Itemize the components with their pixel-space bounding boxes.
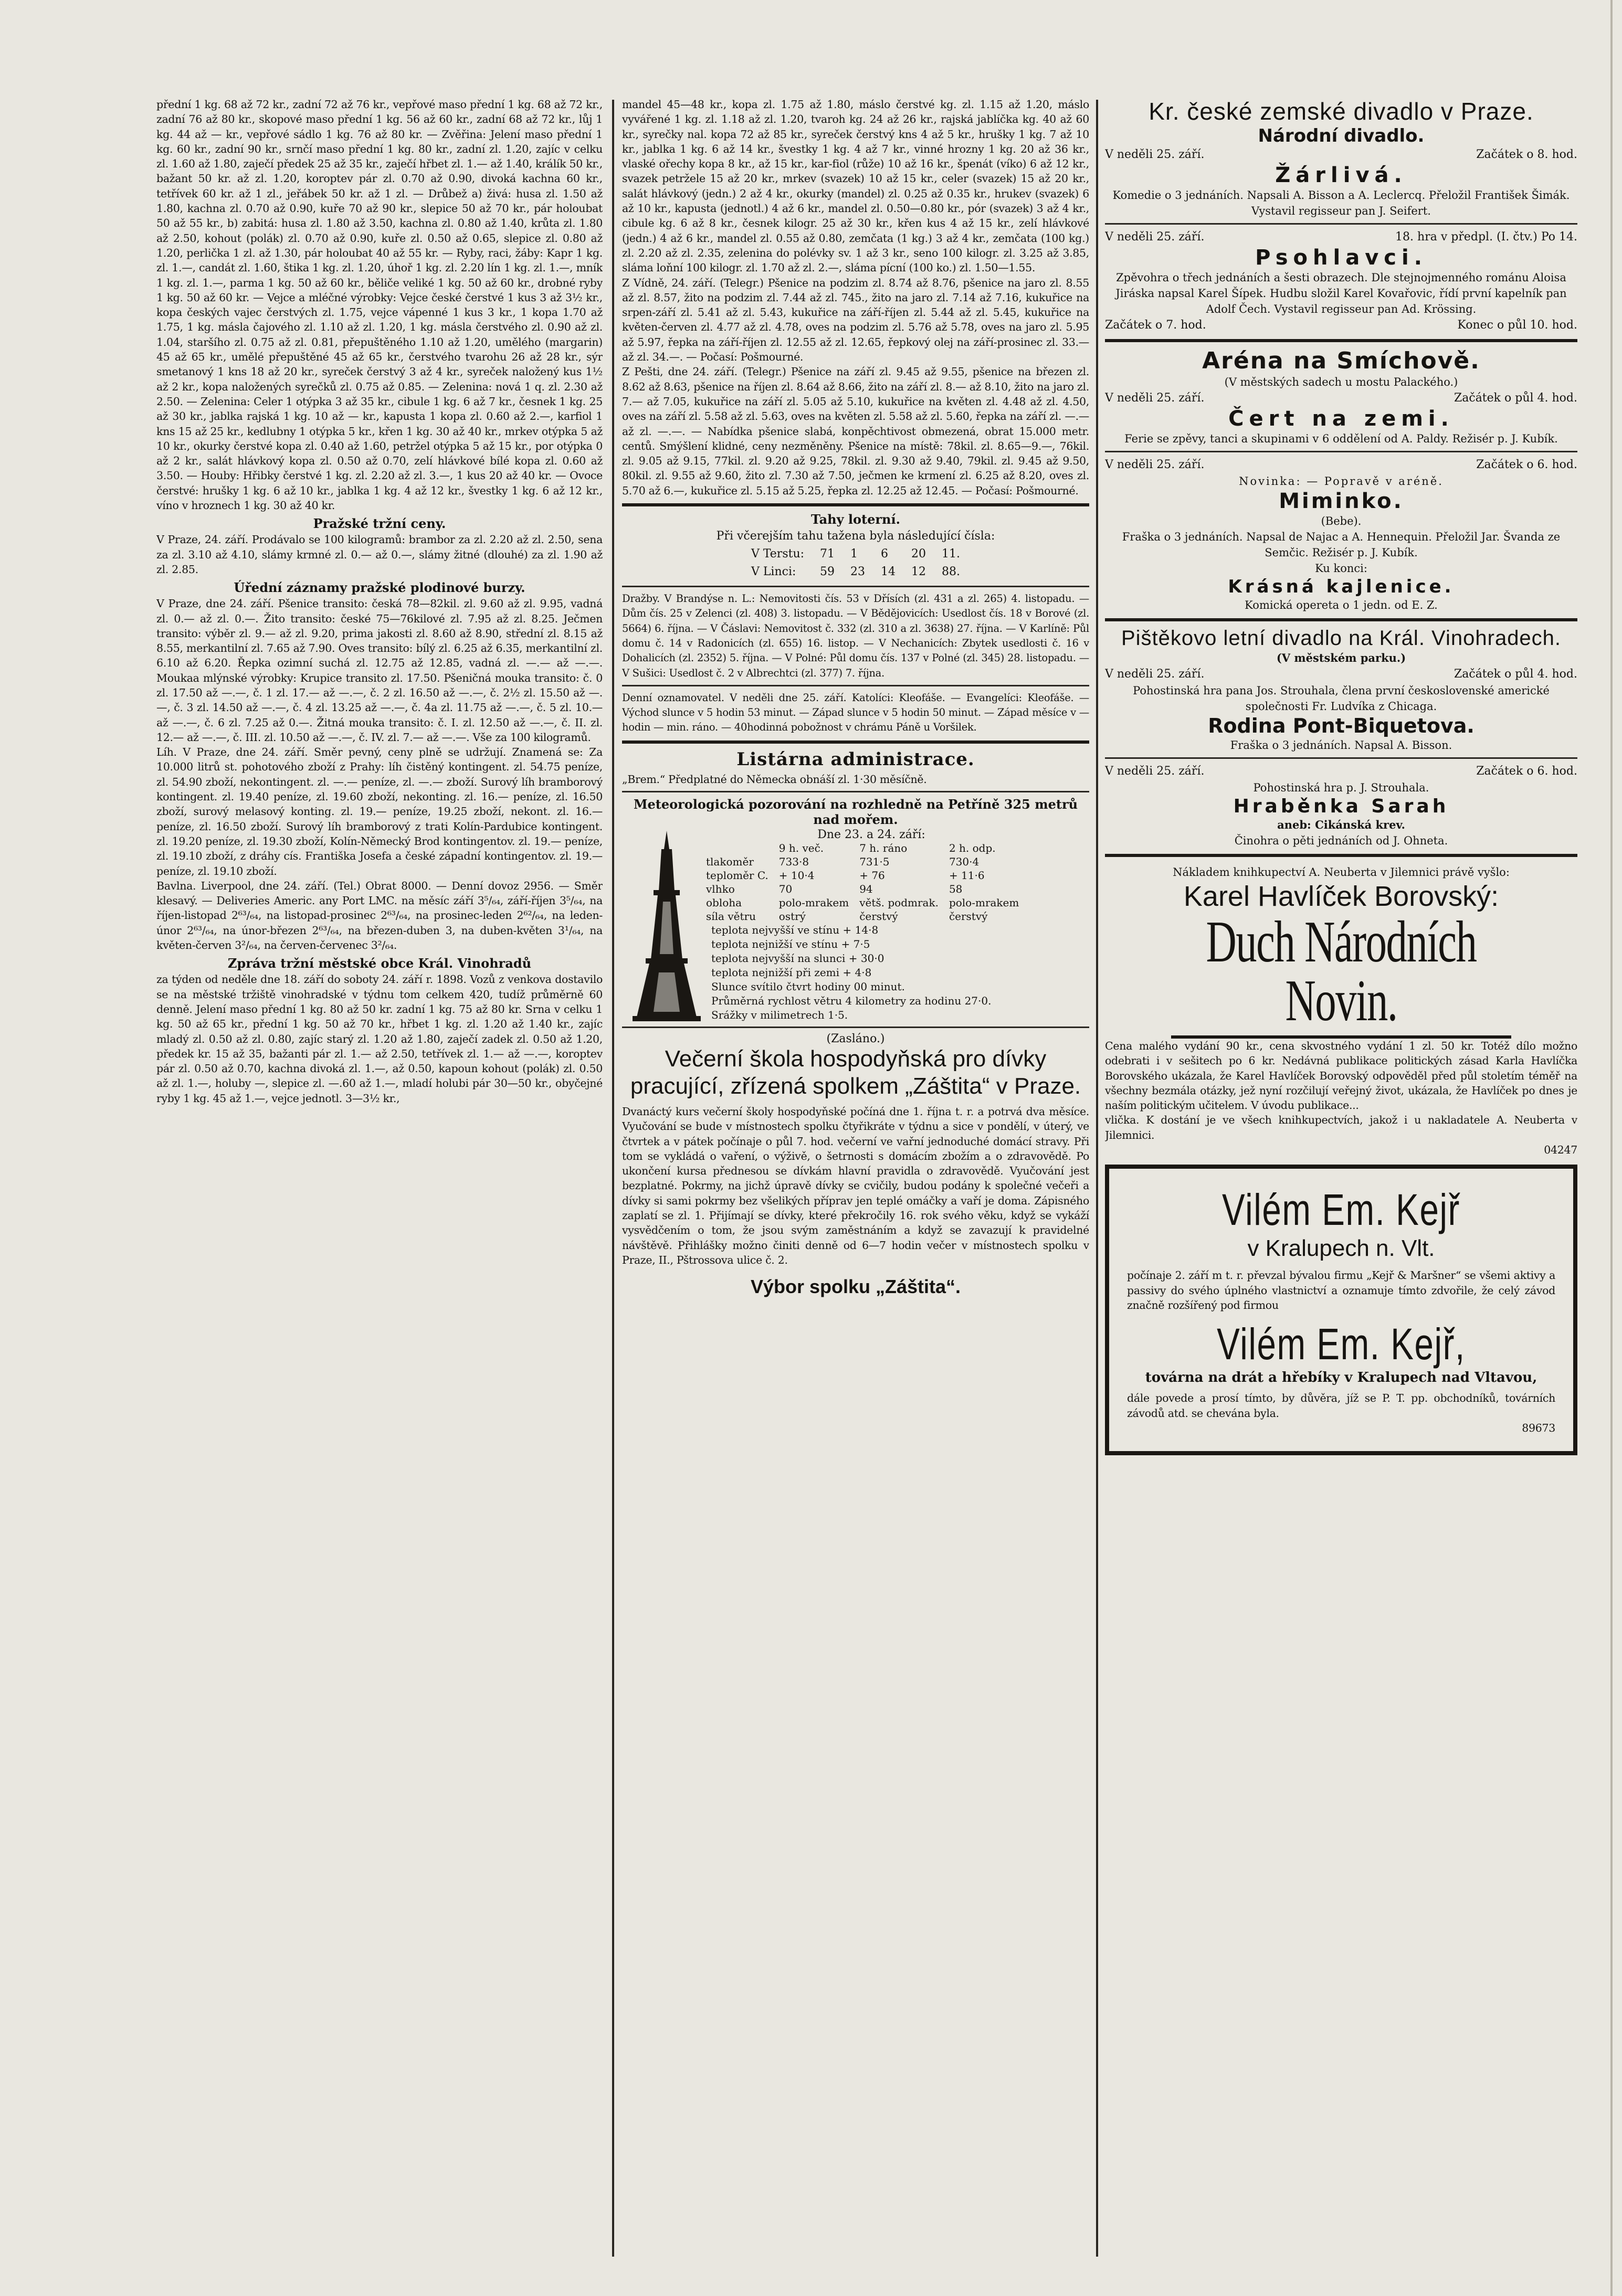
meteo-value: čerstvý [859,909,898,923]
play-title: Rodina Pont-Biquetova. [1208,714,1474,737]
performance-start: Začátek o 8. hod. [1476,148,1577,161]
national-theatre: Národní divadlo. [1258,125,1425,146]
daily-notice: Denní oznamovatel. V neděli dne 25. září. Katolíci: Kleofáše. — Evangelíci: Kleofáše. — Východ slunce v 5 hodin 53 minut. — Západ slunce v 5 hodin 50 minut. — Západ měsíce v — hodin — min. ráno. — 40hodinná pobožnost v chrámu Páně u Voršilek. [622,691,1089,734]
zaslano-label: (Zasláno.) [826,1032,885,1045]
lottery-number: 11. [942,547,961,561]
meteo-line: teplota nejnižší ve stínu + 7·5 [711,937,870,950]
play-title: Psohlavci. [1255,246,1427,270]
play-desc: Pohostinská hra pana Jos. Strouhala, člena první československé americké společnosti Fr. Ludvíka z Chicaga. [1133,684,1550,713]
arena-title: Aréna na Smíchově. [1202,347,1480,374]
play-title: Žárlivá. [1275,163,1407,187]
lottery-heading: Tahy loterní. [811,512,900,527]
meteo-value: + 76 [859,869,885,882]
lottery-number: 88. [942,565,961,579]
book-author: Karel Havlíček Borovský: [1183,881,1499,912]
divider [1105,339,1577,342]
play-title: Krásná kajlenice. [1228,576,1455,597]
meteo-line: Průměrná rychlost větru 4 kilometry za hodinu 27·0. [711,994,992,1007]
meteo-row [701,882,1024,896]
meteo-table [701,841,1024,923]
column-rule [612,100,614,2257]
ad-number: 04247 [1544,1144,1577,1157]
meteo-value: 58 [949,882,963,895]
arena-subtitle: (V městských sadech u mostu Palackého.) [1224,376,1458,388]
performance-start: Začátek o 7. hod. [1105,319,1206,332]
column-market-prices [156,97,603,2259]
play-desc: Ferie se zpěvy, tanci a skupinami v 6 oddělení od A. Paldy. Režisér p. J. Kubík. [1124,432,1558,445]
play-desc: Zpěvohra o třech jednáních a šesti obrazech. Dle stejnojmenného románu Aloisa Jiráska napsal Karel Šípek. Hudbu složil Karel Kovařovic, řídí první kapelník pan Adolf Čech. Vystavil regisseur pan Ad. Krössing. [1115,271,1567,315]
kejr-name: Vilém Em. Kejř [1222,1185,1460,1235]
meteo-line: teplota nejvyšší ve stínu + 14·8 [711,923,879,936]
performance-row [1105,229,1577,246]
column-rule [1096,100,1098,2257]
divider [1105,854,1577,857]
divider [1105,451,1577,452]
meteo-line: teplota nejnižší při zemi + 4·8 [711,966,872,979]
article-text: za týden od neděle dne 18. září do soboty 24. září r. 1898. Vozů z venkova dostavilo se na městské tržiště vinohradské v týdnu tom celkem 420, tudíž průměrně 60 denně. Jelení maso přední 1 kg. 80 až 50 kr. zadní 1 kg. 75 až 80 kr. Srna v celku 1 kg. 50 až 65 kr., přední 1 kg. 50 až 70 kr., hřbet 1 kg. zl. 1.20 až 1.40 kr., zajíc mladý zl. 0.50 až zl. 0.80, zajíc starý zl. 1.20 až 1.80, zaječí zadek zl. 0.50 až 1.20, předek kr. 15 až 35, bažanti pár zl. 1.— až 2.50, tetřívek zl. 1.— až —.—, koroptev pár zl. 0.50 až 0.70, kachna divoká zl. 1.—, až 0.50, kapoun kohout (polák) zl. 0.50 až zl. 1.—, holuby —, slepice zl. —.60 až 1.—, mladí holubi pár 30—50 kr., obyčejné ryby 1 kg. 45 až 1.—, vejce jednotl. 3—3½ kr., [156,973,603,1105]
meteo-col-header: 2 h. odp. [949,841,996,854]
meteo-row [701,896,1024,909]
performance-row [1105,390,1577,407]
meteo-value: 94 [859,882,873,895]
performance-date: V neděli 25. září. [1105,668,1205,681]
divider [622,791,1089,792]
meteo-value: polo-mrakem [949,896,1019,909]
play-subtitle: (Bebe). [1321,515,1362,527]
divider [1105,618,1577,621]
lottery-number: 12 [911,565,926,579]
meteo-block [622,828,1089,1022]
meteo-value: 730·4 [949,855,979,868]
lottery-place: V Terstu: [751,547,805,561]
section-heading: Zpráva tržní městské obce Král. Vinohradů [227,956,532,971]
petrin-tower-icon [633,828,701,1022]
meteo-value: 733·8 [778,855,809,868]
scan-edge [1610,0,1613,2296]
meteo-value: čerstvý [949,909,988,923]
play-desc: Pohostinská hra p. J. Strouhala. [1253,781,1429,794]
meteo-line: Slunce svítilo čtvrt hodiny 00 minut. [711,980,905,993]
meteo-col-header: 7 h. ráno [859,841,908,854]
meteo-value: 70 [778,882,793,895]
meteo-value: ostrý [778,909,806,923]
lottery-place: V Linci: [751,565,796,579]
play-desc: Fraška o 3 jednáních. Napsal de Najac a A. Hennequin. Přeložil Jar. Švanda ze Semčic. Režisér p. J. Kubík. [1122,531,1561,559]
performance-row [1105,457,1577,473]
lottery-number: 20 [911,547,926,561]
meteo-label: teploměr C. [706,869,768,882]
kejr-text: počínaje 2. září m t. r. převzal bývalou firmu „Kejř & Maršner“ se všemi aktivy a passivy do svého úplného vlastnictví a oznamuje tímto zdvořile, že celý závod značně rozšířený pod firmou [1127,1269,1555,1311]
meteo-heading: Meteorologická pozorování na rozhledně na Petříně 325 metrů nad mořem. [633,796,1078,827]
performance-date: V neděli 25. září. [1105,230,1205,244]
article-text: V Praze, dne 24. září. Pšenice transito: česká 78—82kil. zl. 9.60 až zl. 9.95, vadná zl. 0.— až zl. 0.—. Žito transito: české 75—76kilové zl. 7.95 až zl. 8.25. Ječmen transito: výběr zl. 9.— až zl. 9.20, prima jakosti zl. 8.60 až 8.90, střední zl. 8.15 až 8.55, merkantilní zl. 7.65 až 7.90. Oves transito: bílý zl. 6.25 až 6.35, merkantilní zl. 6.10 až 6.20. Řepka ozimní suchá zl. 12.75 až 12.85, vadná zl. —.— až —.—. Moukaa mlýnské výrobky: Krupice transito zl. 17.50. Pšeničná mouka transito: č. 0 zl. 17.50 až —.—, č. 1 zl. 17.— až —.—, č. 2 zl. 16.50 až —.—, č. 2½ zl. 15.50 až —.—, č. 3 zl. 14.50 až —.—, č. 4 zl. 13.25 až —.—, č. 4a zl. 11.75 až —.—, č. 5 zl. 10.— až —.—, č. 6 zl. 7.25 až 0.—. Žitná mouka transito: č. I. zl. 12.50 až —.—, č. II. zl. 12.— až —.—, č. III. zl. 10.50 až —.—, č. IV. zl. 7.— až —.—. Vše za 100 kilogramů. [156,597,603,744]
play-desc: Fraška o 3 jednáních. Napsal A. Bisson. [1230,739,1452,752]
meteo-extremes [711,923,1089,1022]
performance-start: Začátek o půl 4. hod. [1454,668,1577,681]
divider [622,740,1089,744]
performance-note: 18. hra v předpl. (I. čtv.) Po 14. [1395,230,1577,244]
meteo-label: vlhko [706,882,735,895]
lottery-row [744,564,967,580]
lottery-number: 6 [881,547,889,561]
evening-school-title: Večerní škola hospodyňská pro dívky pracující, zřízená spolkem „Záštita“ v Praze. [630,1045,1081,1099]
meteo-line: Srážky v milimetrech 1·5. [711,1008,848,1021]
performance-start: Začátek o 6. hod. [1476,458,1577,471]
performance-date: V neděli 25. září. [1105,765,1205,778]
meteo-header-row [701,841,1024,855]
listarna-text: „Brem.“ Předplatné do Německa obnáší zl. 1·30 měsíčně. [622,773,927,786]
divider [622,586,1089,587]
novelty-line: Novinka: — Popravě v aréně. [1239,475,1444,488]
finale-label: Ku konci: [1315,562,1367,575]
performance-date: V neděli 25. září. [1105,458,1205,471]
listarna-heading: Listárna administrace. [736,748,975,770]
article-text: Líh. V Praze, dne 24. září. Směr pevný, ceny plně se udržují. Znamená se: Za 10.000 litrů st. pohotového zboží z Prahy: líh čistěný kontingent. zl. 54.75 peníze, zl. 54.90 zboží, nekontingent. zl. —.— peníze, zl. —.— zboží. Surový líh bramborový kontingent. zl. 19.40 peníze, zl. 19.60 zboží, nekonting. zl. 16.— peníze, zl. 16.50 zboží, surový melasový konting. zl. 19.— peníze, 19.25 zboží, nekont. zl. 16.— peníze, zl. 16.50 zboží. Surový líh bramborový z trati Kolín-Pardubice kontingent. zl. 19.20 peníze, zl. 19.30 zboží, Kolín-Německý Brod kontingentov. zl. 19.— peníze, zl. 19.10 zboží, z dráhy cís. Františka Josefa a české západní kontingentov. zl. 19.— peníze, zl. 19.10 zboží. [156,746,603,877]
play-title: Miminko. [1279,489,1404,513]
article-text: mandel 45—48 kr., kopa zl. 1.75 až 1.80, máslo čerstvé kg. zl. 1.15 až 1.20, máslo vyvářené 1 kg. zl. 1.18 až zl. 1.20, tvaroh kg. 24 až 26 kr., rajská jablíčka kg. 40 až 60 kr., syrečky nal. kopa 72 až 85 kr., syreček čerstvý kns 4 až 5 kr., hrušky 1 kg. 7 až 10 kr., jablka 1 kg. 6 až 14 kr., švestky 1 kg. 4 až 7 kr., vinné hrozny 1 kg. 20 až 36 kr., vlaské ořechy kopa 8 kr., až 15 kr., kar-fiol (růže) 10 až 16 kr., špenát (víko) 6 až 12 kr., svazek petržele 15 až 20 kr., mrkev (svazek) 10 až 15 kr., celer (svazek) 15 až 20 kr., salát hlávkový (jedn.) 2 až 4 kr., okurky (mandel) zl. 0.25 až 0.35 kr., hrukev (svazek) 6 až 10 kr., kapusta (jednotl.) 4 až 6 kr., mandel zl. 0.50—0.80 kr., pór (svazek) 3 až 4 kr., cibule kg. 6 až 8 kr., česnek kilogr. 25 až 30 kr., křen kus 4 až 15 kr., zelí hlávkové (jedn.) 4 až 6 kr., mandel zl. 0.55 až 0.80, zemčata (1 kg.) 3 až 4 kr., zemčata (100 kg.) zl. 2.20 až zl. 2.35, zelenina do polévky sv. 1 až 3 kr., seno 100 kilogr. zl. 3.25 až 3.85, sláma loňní 100 kilogr. zl. 1.70 až zl. 2.—, sláma pícní (100 ko.) zl. 1.50—1.55. [622,98,1089,274]
divider [1105,757,1577,759]
play-title: Hraběnka Sarah [1233,796,1449,817]
lottery-number: 1 [850,547,858,561]
play-desc: Činohra o pěti jednáních od J. Ohneta. [1234,834,1448,847]
divider [622,685,1089,686]
article-text: Z Vídně, 24. září. (Telegr.) Pšenice na podzim zl. 8.74 až 8.76, pšenice na jaro zl. 8.55 až zl. 8.57, žito na podzim zl. 7.44 až zl. 745., žito na jaro zl. 7.14 až 7.16, kukuřice na srpen-září zl. 5.41 až zl. 5.43, kukuřice na září-říjen zl. 5.44 až zl. 5.45, kukuřice na květen-červen zl. 4.77 až zl. 4.78, oves na podzim zl. 5.76 až 5.78, oves na jaro zl. 5.95 až 5.97, řepka na září-říjen zl. 12.55 až zl. 12.65, řepkový olej na září-prosinec zl. 33.— až zl. 34.—. — Počasí: Pošmourné. [622,276,1089,364]
meteo-row [701,855,1024,869]
kejr-place: v Kralupech n. Vlt. [1247,1235,1435,1262]
kejr-tail: dále povede a prosí tímto, by důvěra, jíž se P. T. pp. obchodníků, továrních závodů atd. se chevána byla. [1127,1392,1555,1420]
article-text: přední 1 kg. 68 až 72 kr., zadní 72 až 76 kr., vepřové maso přední 1 kg. 68 až 72 kr., zadní 76 až 80 kr., skopové maso přední 1 kg. 56 až 60 kr., zadní 68 až 72 kr., lůj 1 kg. 44 až — kr., vepřové sádlo 1 kg. 76 až 80 kr. — Zvěřina: Jelení maso přední 1 kg. 60 kr., zadní 90 kr., srnčí maso přední 1 kg. 80 kr., zadní zl. 1.20, zajíc v celku zl. 1.60 až 1.80, zaječí předek 25 až 35 kr., zaječí hřbet zl. 1.— až 1.40, králík 50 kr., bažant 50 kr. až zl. 1.20, koroptev pár zl. 0.70 až 0.90, divoká kachna 60 kr., tetřívek 60 kr. až 1 zl., jeřábek 50 kr. až 1 zl. — Drůbež a) živá: husa zl. 1.50 až 1.80, kachna zl. 0.70 až 0.90, kuře 70 až 90 kr., slepice 50 až 70 kr., pár holoubat 50 až 55 kr., b) zabitá: husa zl. 1.80 až 3.50, kachna zl. 0.80 až 1.40, krůta zl. 1.80 až 2.50, kohout (polák) zl. 0.70 až 0.90, kuře zl. 0.50 až 0.65, slepice zl. 0.80 až 1.20, perlička 1 zl. až 1.30, pár holoubat 40 až 55 kr. — Ryby, raci, žáby: Kapr 1 kg. zl. 1.—, candát zl. 1.60, štika 1 kg. zl. 1.20, úhoř 1 kg. zl. 2.20 lín 1 kg. zl. 1.—, mník 1 kg. zl. 1.—, parma 1 kg. 50 až 60 kr., běliče veliké 1 kg. 50 až 60 kr., drobné ryby 1 kg. 50 až 60 kr. — Vejce a mléčné výrobky: Vejce české čerstvé 1 kus 3 až 3½ kr., kopa českých vajec čerstvých zl. 1.75, vejce vápenné 1 kus 3 kr., 1 kopa 1.70 až 1.75, 1 kg. másla čajového zl. 1.10 až zl. 1.20, 1 kg. másla čerstvého zl. 0.90 až zl. 1.04, staršího zl. 0.75 až zl. 0.81, přepuštěného 1.10 až 1.20, umělého (margarin) 45 až 65 kr., umělé přepuštěné 45 až 65 kr., čerstvého tvarohu 26 až 28 kr., sýr smetanový 1 kns 18 až 20 kr., syreček čerstvý 3 až 4 kr., syreček naložený kus 1½ až 2 kr., kopa naložených syrečků zl. 0.75 až 0.85. — Zelenina: nová 1 q. zl. 2.30 až 2.50. — Zelenina: Celer 1 otýpka 3 až 35 kr., cibule 1 kg. 6 až 7 kr., česnek 1 kg. 25 až 30 kr., jablka rajská 1 kg. 10 až — kr., kapusta 1 kopa zl. 0.60 až 2.—, karfiol 1 kns 15 až 25 kr., kedlubny 1 otýpka 5 kr., křen 1 kg. 30 až 40 kr., mrkev otýpka 5 až 10 kr., okurky čerstvé kopa zl. 0.40 až 1.60, petržel otýpka 5 až 15 kr., por otýpka 0 až 2 kr., salát hlávkový kopa zl. 0.50 až 0.70, zelí hlávkové bílé kopa zl. 0.60 až 3.50. — Houby: Hřibky čerstvé 1 kg. zl. 2.20 až zl. 3.—, 1 kus 20 až 40 kr. — Ovoce čerstvé: hrušky 1 kg. 6 až 10 kr., jablka 1 kg. 4 až 12 kr., švestky 1 kg. 6 až 12 kr., víno v hroznech 1 kg. 30 až 40 kr. [156,98,603,512]
divider [622,503,1089,506]
meteo-row [701,909,1024,923]
meteo-row [701,869,1024,882]
pistek-theatre-title: Pištěkovo letní divadlo na Král. Vinohradech. [1121,627,1562,650]
column-theatre-ads [1105,97,1577,2259]
lottery-number: 14 [881,565,896,579]
meteo-label: obloha [706,896,742,909]
divider [622,1027,1089,1028]
divider [1105,223,1577,225]
performance-end: Konec o půl 10. hod. [1457,319,1577,332]
book-ad-text: Cena malého vydání 90 kr., cena skvostného vydání 1 zl. 50 kr. Totéž dílo možno odebrati i v sešitech po 6 kr. Nedávná publikace politických zásad Karla Havlíčka Borovského ukázala, že Karel Havlíček Borovský odpověděl před půl stoletím téměř na všechny bezmála otázky, jež nyní rozčilují veřejný život, ukázala, že Havlíček po dnes je naším politickým učitelem. V úvodu publikace... [1105,1040,1577,1112]
article-text: Bavlna. Liverpool, dne 24. září. (Tel.) Obrat 8000. — Denní dovoz 2956. — Směr klesavý. — Deliveries Americ. any Port LMC. na měsíc září 3⁵/₆₄, září-říjen 3⁵/₆₄, na říjen-listopad 2⁶³/₆₄, na listopad-prosinec 2⁶³/₆₄, na prosinec-leden 2⁶²/₆₄, na leden-únor 2⁶³/₆₄, na únor-březen 2⁶³/₆₄, na březen-duben 3, na duben-květen 3¹/₆₄, na květen-červen 3²/₆₄, na červen-červenec 3²/₆₄. [156,879,603,952]
article-text: V Praze, 24. září. Prodávalo se 100 kilogramů: brambor za zl. 2.20 až zl. 2.50, sena za zl. 3.10 až 4.10, slámy krmné zl. 0.— až 0.—, slámy žitné (dlouhé) za zl. 1.90 až zl. 2.85. [156,533,603,576]
lottery-number: 71 [820,547,835,561]
play-subtitle: aneb: Cikánská krev. [1277,818,1405,831]
section-heading: Úřední záznamy pražské plodinové burzy. [234,580,525,596]
play-desc: Komická opereta o 1 jedn. od E. Z. [1245,599,1438,611]
meteo-line: teplota nejvyšší na slunci + 30·0 [711,951,884,965]
kejr-name: Vilém Em. Kejř, [1217,1319,1466,1369]
committee-signature: Výbor spolku „Záštita“. [750,1276,961,1298]
kejr-factory: továrna na drát a hřebíky v Kralupech nad Vltavou, [1145,1370,1537,1386]
evening-school-text: Dvanáctý kurs večerní školy hospodyňské počíná dne 1. října t. r. a potrvá dva měsíce. Vyučování se bude v místnostech spolku čtyřikráte v týdnu a sice v pondělí, v úterý, ve čtvrtek a v pátek počínaje o půl 7. hod. večerní ve vařní jednoduché domácí stravy. Při tom se vykládá o vaření, o výživě, o šetrnosti s domácím zbožím a o zdravovědě. Po ukončení kursa přednesou se dívkám hlavní pravidla o zdravovědě. Vyučování jest bezplatné. Pokrmy, na jichž úpravě dívky se cvičily, budou podány k společné večeři a dívky si sami pokrmy bez všelikých příprav jen teplé omáčky a vaří je doma. Zápisného zaplatí se zl. 1. Přijímají se dívky, které překročily 16. rok svého věku, když se vykáží vysvědčením o tom, že jsou svým zaměstnáním a když se zavazují k pravidelné návštěvě. Přihlášky možno činiti denně od 6—7 hodin večer v místnostech spolku v Praze, II., Pštrossova ulice č. 2. [622,1105,1089,1266]
meteo-value: polo-mrakem [778,896,849,909]
article-text: Z Pešti, dne 24. září. (Telegr.) Pšenice na září zl. 9.45 až 9.55, pšenice na březen zl. 8.62 až 8.63, pšenice na říjen zl. 8.64 až 8.66, žito na září zl. 8.— až 8.10, žito na jaro zl. 7.— až 7.05, kukuřice na září zl. 5.05 až 5.10, kukuřice na květen zl. 4.48 až zl. 4.50, oves na září zl. 5.58 až zl. 5.63, oves na květen zl. 5.58 až zl. 5.60, řepka na září zl. —.— až zl. —.—. — Nabídka pšenice slabá, konpěchtivost obmezená, obrat 15.000 metr. centů. Smýšlení klidné, ceny nezměněny. Pšenice na místě: 78kil. zl. 8.65—9.—, 76kil. zl. 9.05 až 9.15, 77kil. zl. 9.20 až 9.25, 78kil. zl. 9.30 až 9.40, 79kil. zl. 9.45 až 9.50, 80kil. zl. 9.55 až 9.60, žito zl. 7.30 až 7.50, ječmen ke krmení zl. 6.25 až 8.20, oves zl. 5.70 až 6.—, kukuřice zl. 5.15 až 5.25, řepka zl. 12.25 až 12.45. — Počasí: Pošmourné. [622,365,1089,497]
publisher-note: Nákladem knihkupectví A. Neuberta v Jilemnici právě vyšlo: [1173,866,1510,879]
pistek-subtitle: (V městském parku.) [1276,651,1406,664]
meteo-label: síla větru [706,909,756,923]
book-ad-tail: vlička. K dostání je ve všech knihkupectvích, jakož i u nakladatele A. Neuberta v Jilemnici. [1105,1114,1577,1141]
column-news [622,97,1089,2259]
lottery-number: 59 [820,565,835,579]
performance-date: V neděli 25. září. [1105,148,1205,161]
performance-start: Začátek o půl 4. hod. [1454,392,1577,405]
performance-date: V neděli 25. září. [1105,392,1205,405]
ad-number: 89673 [1522,1421,1555,1434]
performance-start: Začátek o 6. hod. [1476,765,1577,778]
performance-row [1105,763,1577,780]
play-desc: Komedie o 3 jednáních. Napsali A. Bisson a A. Leclercq. Přeložil František Šimák. Vystavil regisseur pan J. Seifert. [1112,189,1570,217]
meteo-date: Dne 23. a 24. září: [817,828,925,841]
meteo-col-header: 9 h. več. [778,841,824,854]
section-heading: Pražské tržní ceny. [313,516,446,532]
meteo-value: 731·5 [859,855,890,868]
performance-row [1105,146,1577,163]
meteo-value: + 10·4 [778,869,815,882]
lottery-intro: Při včerejším tahu tažena byla následující čísla: [716,530,995,543]
meteo-value: větš. podmrak. [859,896,939,909]
meteo-value: + 11·6 [949,869,985,882]
performance-row [1105,666,1577,683]
kejr-advert [1105,1165,1577,1455]
auctions-text: Dražby. V Brandýse n. L.: Nemovitosti čís. 53 v Dřísích (zl. 431 a zl. 265) 4. listopadu. — Dům čís. 25 v Zelenci (zl. 408) 3. listopadu. — V Bědějovicích: Usedlost čís. 18 v Borové (zl. 5664) 6. října. — V Čáslavi: Nemovitost č. 332 (zl. 310 a zl. 3638) 27. října. — V Karlíně: Půl domu č. 14 v Radonicích (zl. 655) 16. listop. — V Nechanicích: Zbytek usedlosti č. 16 v Dohalicích (zl. 2352) 5. října. — V Polné: Půl domu čís. 137 v Polné (zl. 345) 28. listopadu. — V Sušici: Usedlost č. 2 v Albrechtci (zl. 377) 7. října. [622,592,1089,679]
lottery-row [744,546,967,563]
lottery-number: 23 [850,565,866,579]
lottery-table [743,545,968,581]
meteo-label: tlakoměr [706,855,754,868]
play-title: Čert na zemi. [1228,407,1454,431]
theatre-title: Kr. české zemské divadlo v Praze. [1149,98,1534,125]
book-title: Duch Národních Novin. [1171,913,1511,1039]
performance-row [1105,317,1577,334]
